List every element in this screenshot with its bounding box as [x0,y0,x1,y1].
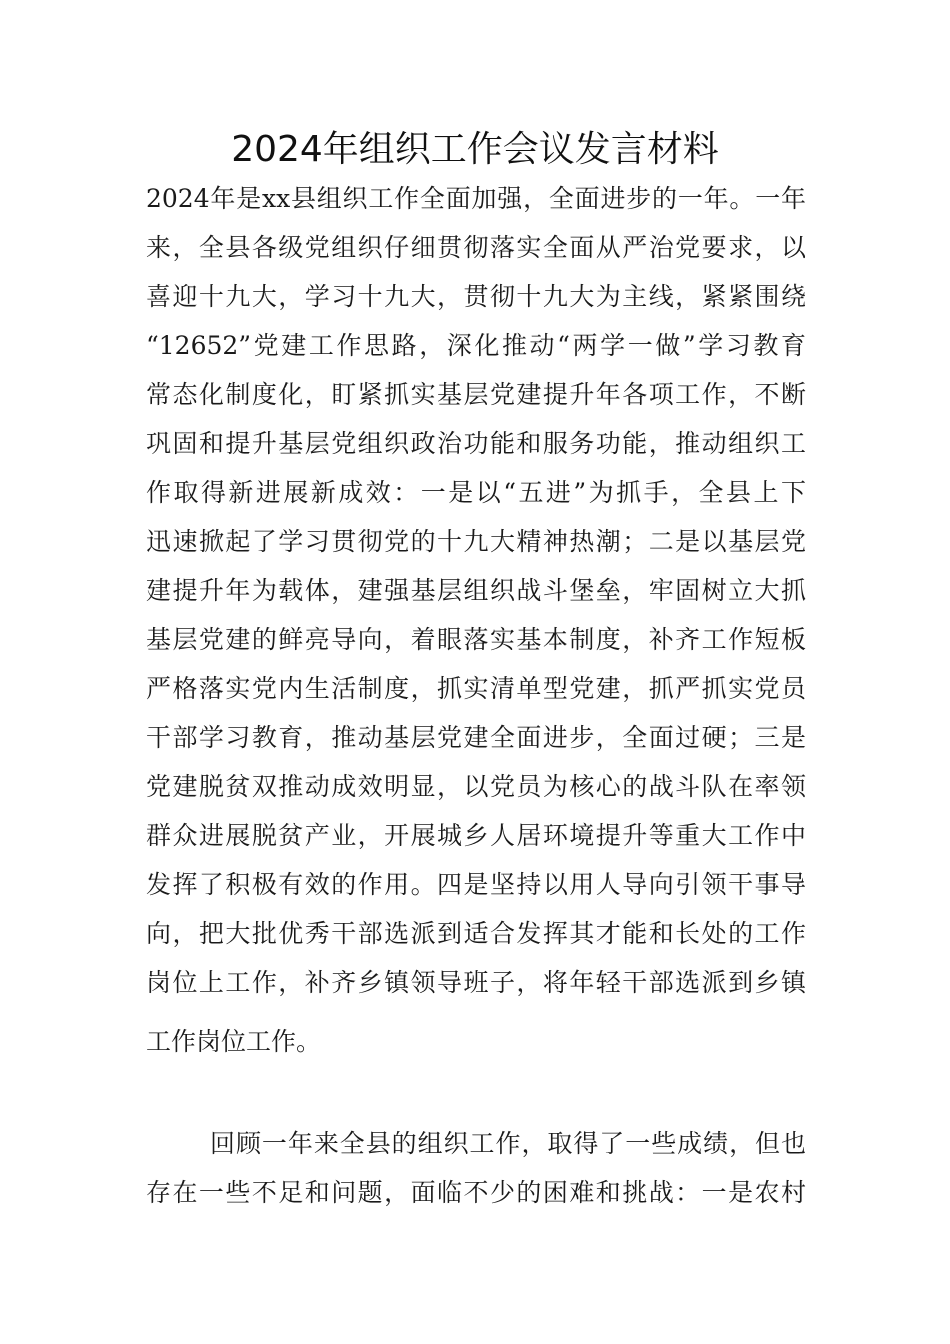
paragraph-line: 发挥了积极有效的作用。四是坚持以用人导向引领干事导 [146,870,806,899]
paragraph-line: 喜迎十九大，学习十九大，贯彻十九大为主线，紧紧围绕 [146,282,806,311]
paragraph-line: 群众进展脱贫产业，开展城乡人居环境提升等重大工作中 [146,821,806,850]
document-title: 2024年组织工作会议发言材料 [231,129,719,170]
paragraph-line: 工作岗位工作。 [146,1027,322,1056]
paragraph-line: 向，把大批优秀干部选派到适合发挥其才能和长处的工作 [146,919,806,948]
paragraph-line: 建提升年为载体，建强基层组织战斗堡垒，牢固树立大抓 [146,576,806,605]
paragraph-line: 党建脱贫双推动成效明显，以党员为核心的战斗队在率领 [146,772,806,801]
paragraph-line: 干部学习教育，推动基层党建全面进步，全面过硬；三是 [146,723,806,752]
paragraph-line: 回顾一年来全县的组织工作，取得了一些成绩，但也 [210,1129,806,1158]
paragraph-line: 巩固和提升基层党组织政治功能和服务功能，推动组织工 [146,429,806,458]
paragraph-line: “12652”党建工作思路，深化推动“两学一做”学习教育 [146,331,806,360]
paragraph-line: 作取得新进展新成效：一是以“五进”为抓手，全县上下 [146,478,806,507]
paragraph-line: 严格落实党内生活制度，抓实清单型党建，抓严抓实党员 [146,674,806,703]
paragraph-line: 来，全县各级党组织仔细贯彻落实全面从严治党要求，以 [146,233,806,262]
paragraph-line: 基层党建的鲜亮导向，着眼落实基本制度，补齐工作短板 [146,625,806,654]
paragraph-line: 岗位上工作，补齐乡镇领导班子，将年轻干部选派到乡镇 [146,968,806,997]
paragraph-line: 存在一些不足和问题，面临不少的困难和挑战：一是农村 [146,1178,806,1207]
paragraph-line: 常态化制度化，盯紧抓实基层党建提升年各项工作，不断 [146,380,806,409]
paragraph-line: 2024年是xx县组织工作全面加强，全面进步的一年。一年 [146,184,806,213]
paragraph-line: 迅速掀起了学习贯彻党的十九大精神热潮；二是以基层党 [146,527,806,556]
